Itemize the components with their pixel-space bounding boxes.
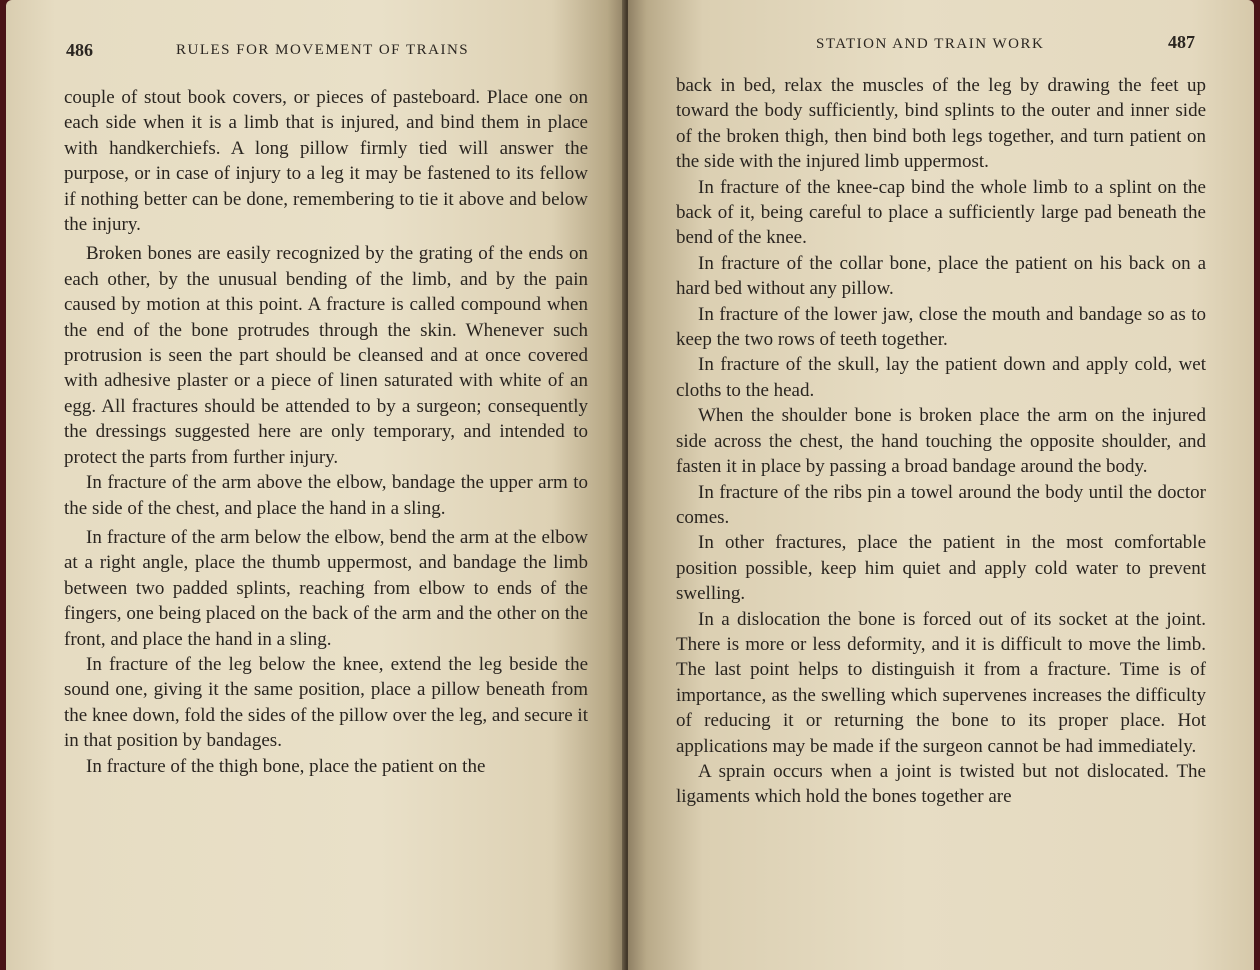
paragraph: A sprain occurs when a joint is twisted but not dislocated. The ligaments which hold the bones together are [676, 760, 1206, 808]
paragraph: back in bed, relax the muscles of the leg by drawing the feet up toward the body sufficiently, bind splints to the outer and inner side of the broken thigh, then bind both legs together, and turn patient on the side with the injured limb uppermost. [676, 75, 1206, 173]
body-text [676, 73, 1206, 810]
paragraph: In fracture of the leg below the knee, extend the leg beside the sound one, giving it the same position, place a pillow beneath from the knee down, fold the sides of the pillow over the leg, and secure it in that position by bandages. [64, 653, 588, 752]
paragraph: In fracture of the lower jaw, close the mouth and bandage so as to keep the two rows of teeth together. [676, 303, 1206, 351]
paragraph: In fracture of the arm above the elbow, bandage the upper arm to the side of the chest, and place the hand in a sling. [64, 472, 588, 519]
running-head: RULES FOR MOVEMENT OF TRAINS [176, 42, 470, 58]
paragraph: In a dislocation the bone is forced out of its socket at the joint. There is more or less deformity, and it is difficult to move the limb. The last point helps to distinguish it from a fracture. Time is of importance, as the swelling which supervenes increases the difficulty of reducing it or returning the bone to its proper place. Hot applications may be made if the surgeon cannot be had immediately. [676, 608, 1206, 757]
left-page [6, 0, 626, 970]
paragraph: When the shoulder bone is broken place the arm on the injured side across the chest, the hand touching the opposite shoulder, and fasten it in place by passing a broad bandage around the body. [676, 405, 1206, 478]
running-head: STATION AND TRAIN WORK [816, 36, 1045, 52]
paragraph: couple of stout book covers, or pieces of pasteboard. Place one on each side when it is a limb that is injured, and bind them in place with handkerchiefs. A long pillow firmly tied will answer the purpose, or in case of injury to a leg it may be fastened to its fellow if nothing better can be done, remembering to tie it above and below the injury. [64, 87, 588, 236]
paragraph: In fracture of the skull, lay the patient down and apply cold, wet cloths to the head. [676, 354, 1206, 401]
body-text [64, 85, 588, 779]
paragraph: In fracture of the ribs pin a towel around the body until the doctor comes. [676, 481, 1206, 528]
paragraph: In fracture of the knee-cap bind the whole limb to a splint on the back of it, being careful to place a sufficiently large pad beneath the bend of the knee. [676, 176, 1206, 249]
paragraph: In fracture of the arm below the elbow, bend the arm at the elbow at a right angle, place the thumb uppermost, and bandage the limb between two padded splints, reaching from elbow to ends of the fingers, one being placed on the back of the arm and the other on the front, and place the hand in a sling. [64, 526, 588, 650]
paragraph: In other fractures, place the patient in the most comfortable position possible, keep him quiet and apply cold water to prevent swelling. [676, 532, 1206, 605]
page-number: 486 [66, 40, 93, 60]
page-number: 487 [1168, 32, 1195, 52]
paragraph: In fracture of the thigh bone, place the patient on the [86, 755, 486, 777]
right-page [628, 0, 1254, 970]
paragraph: In fracture of the collar bone, place the patient on his back on a hard bed without any pillow. [676, 252, 1206, 300]
paragraph: Broken bones are easily recognized by the grating of the ends on each other, by the unusual bending of the limb, and by the pain caused by motion at this point. A fracture is called compound when the end of the bone protrudes through the skin. Whenever such protrusion is seen the part should be cleansed and at once covered with adhesive plaster or a piece of linen saturated with white of an egg. All fractures should be attended to by a surgeon; consequently the dressings suggested here are only temporary, and intended to protect the parts from further injury. [64, 243, 588, 468]
